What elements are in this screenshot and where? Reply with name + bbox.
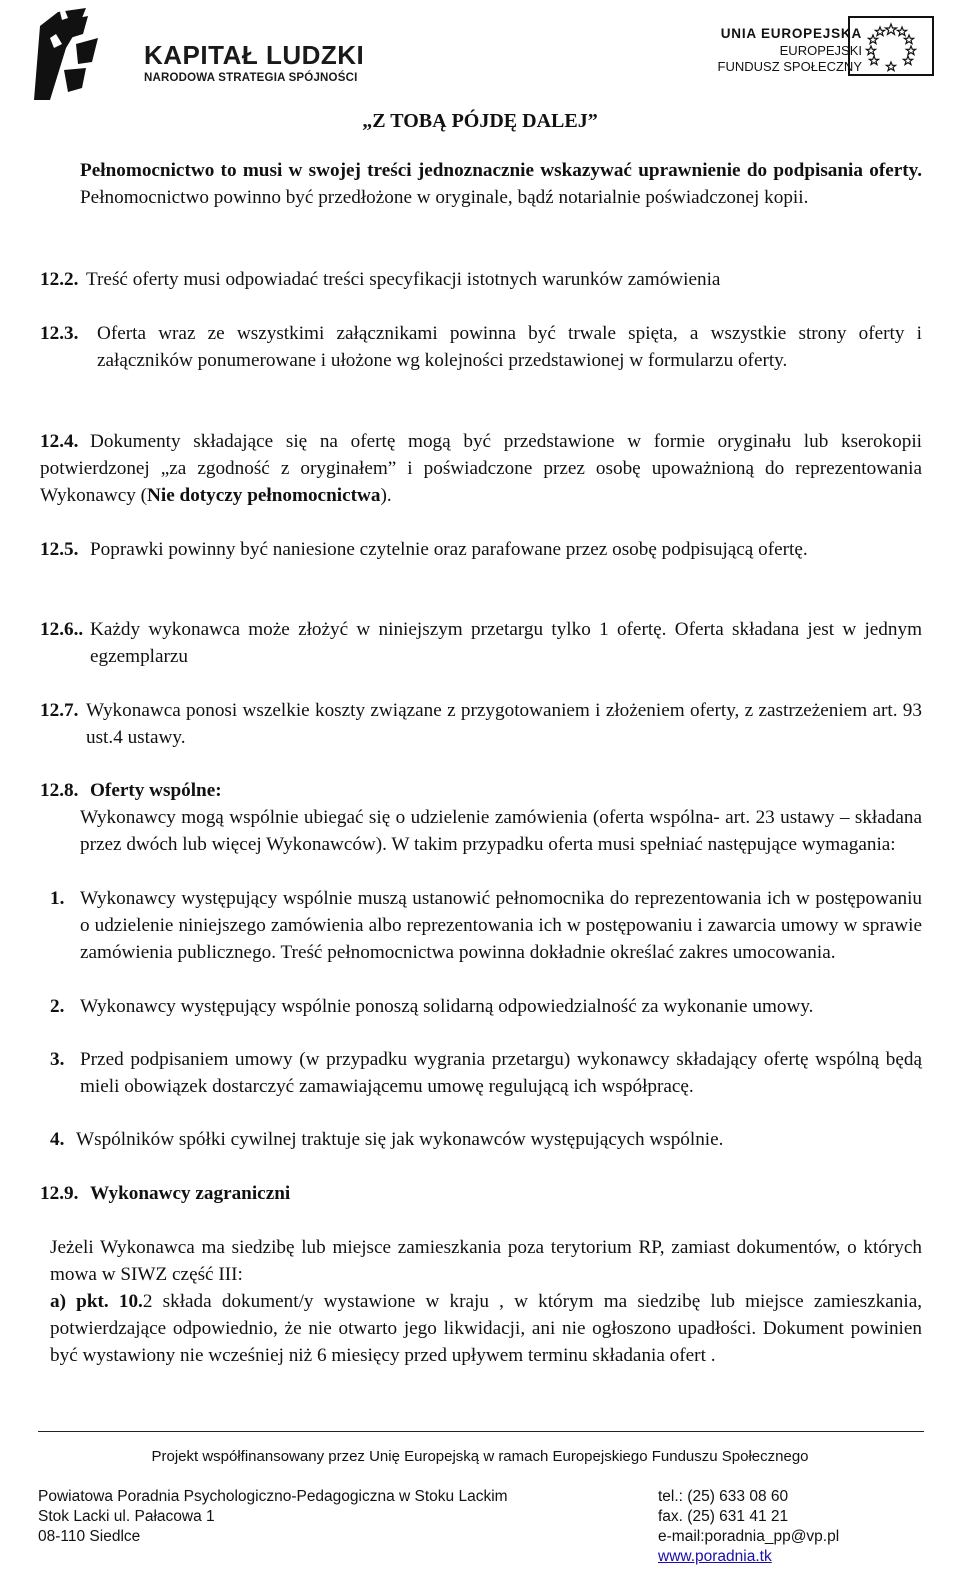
- list-item-3-number: 3.: [50, 1049, 65, 1070]
- section-12-6-text: Każdy wykonawca może złożyć w niniejszym przetargu tylko 1 ofertę. Oferta składana jest w jednym egzemplarzu: [90, 619, 922, 667]
- point-a-number: 2: [142, 1291, 153, 1312]
- section-12-6-number: 12.6..: [40, 619, 84, 640]
- kapital-ludzki-subtitle: NARODOWA STRATEGIA SPÓJNOŚCI: [144, 72, 358, 84]
- eu-line-2: EUROPEJSKI: [779, 43, 862, 58]
- footer-divider: [38, 1431, 924, 1432]
- eu-flag-icon: [848, 16, 934, 76]
- motto-title: „Z TOBĄ PÓJDĘ DALEJ”: [362, 110, 598, 132]
- list-item-1-number: 1.: [50, 888, 65, 909]
- intro-paragraph: [80, 157, 922, 211]
- kapital-ludzki-logo: [28, 8, 365, 108]
- section-12-5-number: 12.5.: [40, 539, 79, 560]
- section-12-4-text-a: Dokumenty składające się na ofertę mogą być przedstawione w formie oryginału lub kserokopii potwierdzonej „za zgodność z oryginałem” i poświadczone przez osobę upoważnioną do reprezentowania Wykonawcy (: [40, 431, 922, 506]
- footer-email: e-mail:poradnia_pp@vp.pl: [658, 1528, 840, 1545]
- list-item-2-text: Wykonawcy występujący wspólnie ponoszą solidarną odpowiedzialność za wykonanie umowy.: [80, 996, 814, 1017]
- intro-bold-text: Pełnomocnictwo to musi w swojej treści jednoznacznie wskazywać uprawnienie do podpisania oferty.: [80, 160, 922, 181]
- section-12-7-number: 12.7.: [40, 700, 79, 721]
- section-12-7-text: Wykonawca ponosi wszelkie koszty związane z przygotowaniem i złożeniem oferty, z zastrzeżeniem art. 93 ust.4 ustawy.: [86, 700, 922, 748]
- section-12-2-text: Treść oferty musi odpowiadać treści specyfikacji istotnych warunków zamówienia: [86, 269, 721, 290]
- point-a-text: składa dokument/y wystawione w kraju , w którym ma siedzibę lub miejsce zamieszkania, potwierdzające odpowiednio, że nie otwarto jego likwidacji, ani nie ogłoszono upadłości. Dokument powinien być wystawiony nie wcześniej niż 6 miesięcy przed upływem terminu składania ofert .: [50, 1291, 923, 1366]
- footer-tel: tel.: (25) 633 08 60: [658, 1488, 789, 1505]
- section-12-4-number: 12.4.: [40, 431, 79, 452]
- section-12-8-text: Wykonawcy mogą wspólnie ubiegać się o udzielenie zamówienia (oferta wspólna- art. 23 ustawy – składana przez dwóch lub więcej Wykonawców). W takim przypadku oferta musi spełniać następujące wymagania:: [80, 807, 922, 855]
- eu-line-3: FUNDUSZ SPOŁECZNY: [717, 59, 862, 74]
- list-item-3-text: Przed podpisaniem umowy (w przypadku wygrania przetargu) wykonawcy składający ofertę wspólną będą mieli obowiązek dostarczyć zamawiającemu umowę regulującą ich współpracę.: [80, 1049, 922, 1097]
- section-12-8-number: 12.8.: [40, 780, 79, 801]
- section-12-3-text: Oferta wraz ze wszystkimi załącznikami powinna być trwale spięta, a wszystkie strony oferty i załączników ponumerowane i ułożone wg kolejności przedstawionej w formularzu oferty.: [97, 323, 922, 371]
- kapital-ludzki-emblem-icon: [28, 8, 118, 108]
- footer-fax: fax. (25) 631 41 21: [658, 1508, 789, 1525]
- section-12-4-text: [40, 428, 922, 509]
- list-item-1-text: Wykonawcy występujący wspólnie muszą ustanowić pełnomocnika do reprezentowania ich w postępowaniu o udzielenie niniejszego zamówienia albo reprezentowania ich w postępowaniu i zawarcia umowy w sprawie zamówienia publicznego. Treść pełnomocnictwa powinna dokładnie określać zakres umocowania.: [80, 888, 922, 963]
- footer-address: [38, 1487, 508, 1547]
- eu-logo-text: [662, 26, 862, 74]
- section-12-9-title: Wykonawcy zagraniczni: [90, 1183, 291, 1204]
- section-12-3-number: 12.3.: [40, 323, 79, 344]
- section-12-4-text-b: ).: [380, 485, 392, 506]
- list-item-4-number: 4.: [50, 1129, 65, 1150]
- kapital-ludzki-title: KAPITAŁ LUDZKI: [144, 40, 365, 70]
- footer-city: 08-110 Siedlce: [38, 1528, 141, 1545]
- point-a-paragraph: [50, 1288, 922, 1369]
- point-a-label: a) pkt. 10.: [50, 1291, 143, 1312]
- section-12-8-title: Oferty wspólne:: [90, 780, 222, 801]
- footer-website-link[interactable]: www.poradnia.tk: [658, 1548, 772, 1565]
- footer-street: Stok Lacki ul. Pałacowa 1: [38, 1508, 215, 1525]
- footer-org: Powiatowa Poradnia Psychologiczno-Pedagogiczna w Stoku Lackim: [38, 1488, 508, 1505]
- section-12-5-text: Poprawki powinny być naniesione czytelnie oraz parafowane przez osobę podpisującą ofertę.: [90, 539, 808, 560]
- footer-project-note: Projekt współfinansowany przez Unię Europejską w ramach Europejskiego Funduszu Społecznego: [151, 1448, 809, 1465]
- section-12-9-text: Jeżeli Wykonawca ma siedzibę lub miejsce zamieszkania poza terytorium RP, zamiast dokumentów, o których mowa w SIWZ część III:: [50, 1237, 922, 1285]
- list-item-4-text: Wspólników spółki cywilnej traktuje się jak wykonawców występujących wspólnie.: [76, 1129, 724, 1150]
- section-12-9-number: 12.9.: [40, 1183, 79, 1204]
- section-12-2-number: 12.2.: [40, 269, 79, 290]
- section-12-4-bold: Nie dotyczy pełnomocnictwa: [147, 485, 381, 506]
- list-item-2-number: 2.: [50, 996, 65, 1017]
- footer-contact: [658, 1487, 839, 1567]
- intro-rest-text: Pełnomocnictwo powinno być przedłożone w oryginale, bądź notarialnie poświadczonej kopii.: [80, 187, 809, 208]
- eu-line-1: UNIA EUROPEJSKA: [720, 26, 862, 41]
